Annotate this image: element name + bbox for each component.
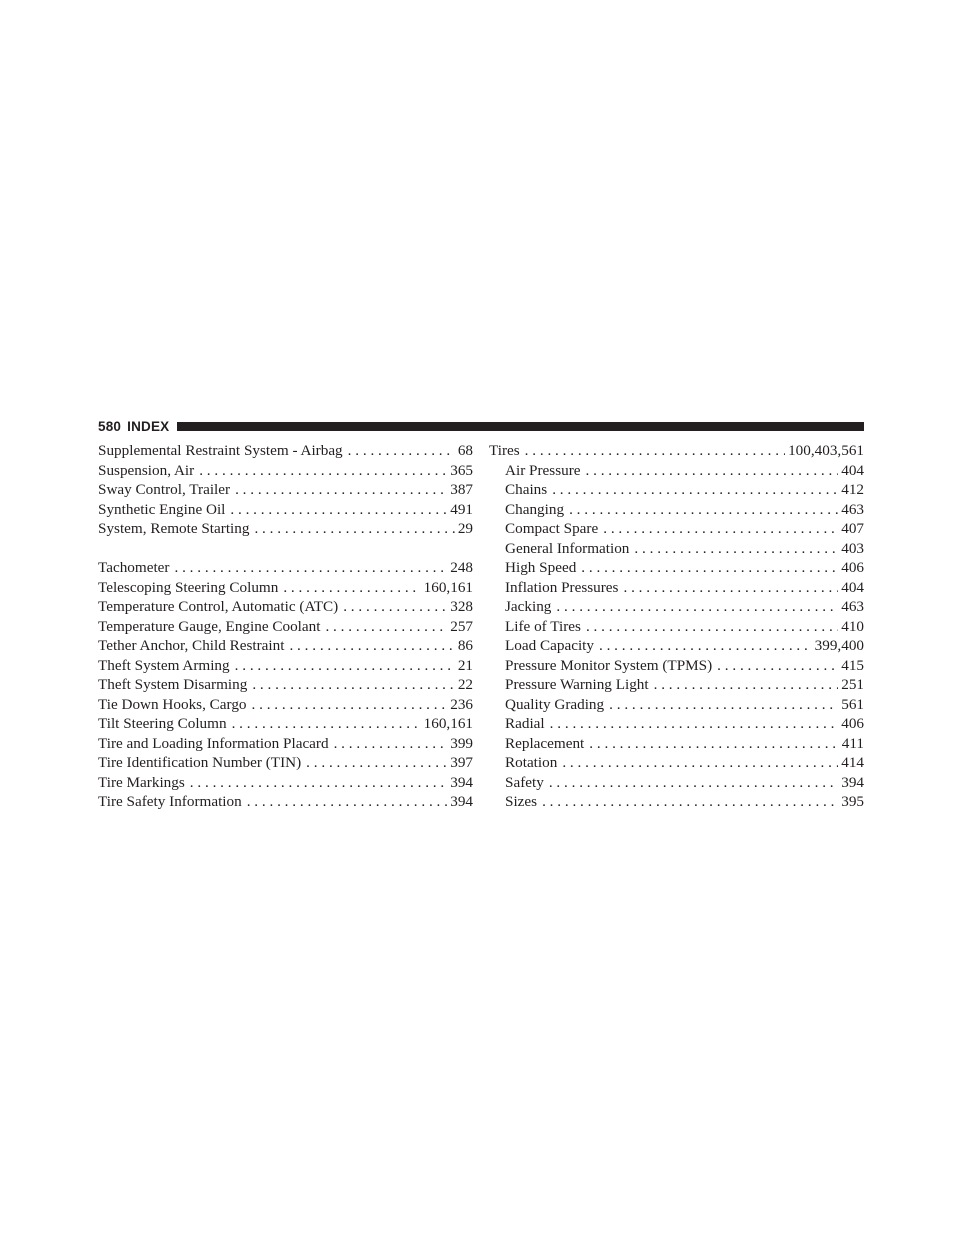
index-term: Load Capacity bbox=[505, 637, 594, 654]
dot-leader bbox=[586, 617, 838, 637]
index-pages: 561 bbox=[841, 695, 864, 713]
index-term: Pressure Monitor System (TPMS) bbox=[505, 656, 713, 674]
index-pages: 399 bbox=[450, 734, 473, 752]
index-term: Safety bbox=[505, 773, 544, 791]
index-term: Supplemental Restraint System - Airbag bbox=[98, 442, 343, 459]
dot-leader bbox=[232, 714, 421, 734]
index-term: Rotation bbox=[505, 754, 558, 771]
index-entry bbox=[98, 500, 473, 520]
header-rule bbox=[177, 422, 864, 431]
index-entry bbox=[98, 617, 473, 637]
dot-leader bbox=[586, 461, 839, 481]
index-term: Temperature Control, Automatic (ATC) bbox=[98, 598, 339, 615]
dot-leader bbox=[609, 695, 838, 715]
dot-leader bbox=[343, 597, 447, 617]
index-entry bbox=[98, 558, 473, 578]
index-term: Theft System Arming bbox=[98, 656, 230, 674]
index-term: Chains bbox=[505, 481, 548, 498]
index-pages: 86 bbox=[457, 637, 473, 654]
index-entry bbox=[98, 734, 473, 754]
index-entry bbox=[98, 675, 473, 695]
index-entry bbox=[98, 597, 473, 617]
dot-leader bbox=[623, 578, 838, 598]
index-term: Synthetic Engine Oil bbox=[98, 500, 226, 518]
index-term: Sway Control, Trailer bbox=[98, 481, 231, 498]
index-column-right bbox=[489, 441, 864, 812]
index-pages: 403 bbox=[841, 539, 864, 557]
index-term: Life of Tires bbox=[505, 617, 581, 635]
dot-leader bbox=[230, 500, 447, 520]
index-pages: 415 bbox=[841, 656, 864, 674]
index-term: Tether Anchor, Child Restraint bbox=[98, 637, 285, 654]
index-term: Compact Spare bbox=[505, 520, 599, 537]
index-pages: 160,161 bbox=[423, 578, 473, 596]
dot-leader bbox=[525, 441, 785, 461]
index-entry bbox=[489, 441, 864, 461]
index-subentry bbox=[489, 558, 864, 578]
index-pages: 399,400 bbox=[814, 637, 864, 654]
dot-leader bbox=[581, 558, 838, 578]
index-pages: 160,161 bbox=[423, 715, 473, 732]
index-subentry bbox=[489, 519, 864, 539]
index-entry bbox=[98, 578, 473, 598]
index-term: Tire Safety Information bbox=[98, 793, 242, 810]
index-term: Telescoping Steering Column bbox=[98, 578, 279, 596]
index-pages: 404 bbox=[841, 461, 864, 479]
dot-leader bbox=[289, 636, 454, 656]
index-entry bbox=[98, 480, 473, 500]
index-pages: 29 bbox=[457, 520, 473, 537]
dot-leader bbox=[603, 519, 838, 539]
index-subentry bbox=[489, 500, 864, 520]
index-term: Inflation Pressures bbox=[505, 578, 619, 596]
index-pages: 394 bbox=[841, 773, 864, 791]
index-pages: 257 bbox=[450, 617, 473, 635]
index-term: Jacking bbox=[505, 598, 552, 615]
index-subentry bbox=[489, 773, 864, 793]
index-subentry bbox=[489, 734, 864, 754]
index-term: Theft System Disarming bbox=[98, 676, 248, 693]
dot-leader bbox=[283, 578, 420, 598]
index-entry bbox=[98, 753, 473, 773]
dot-leader bbox=[199, 461, 447, 481]
dot-leader bbox=[306, 753, 447, 773]
dot-leader bbox=[562, 753, 838, 773]
index-entry bbox=[98, 441, 473, 461]
index-subentry bbox=[489, 597, 864, 617]
dot-leader bbox=[247, 792, 448, 812]
index-term: System, Remote Starting bbox=[98, 520, 250, 537]
dot-leader bbox=[589, 734, 839, 754]
dot-leader bbox=[717, 656, 838, 676]
index-pages: 463 bbox=[841, 500, 864, 518]
index-term: High Speed bbox=[505, 559, 577, 576]
index-subentry bbox=[489, 636, 864, 656]
index-pages: 22 bbox=[457, 676, 473, 693]
index-pages: 397 bbox=[450, 754, 473, 771]
index-pages: 412 bbox=[841, 481, 864, 498]
index-term: Tie Down Hooks, Cargo bbox=[98, 695, 247, 713]
dot-leader bbox=[348, 441, 455, 461]
index-term: Sizes bbox=[505, 793, 538, 810]
index-subentry bbox=[489, 656, 864, 676]
index-pages: 387 bbox=[450, 481, 473, 498]
dot-leader bbox=[542, 792, 838, 812]
index-pages: 404 bbox=[841, 578, 864, 596]
index-pages: 406 bbox=[841, 559, 864, 576]
index-pages: 410 bbox=[841, 617, 864, 635]
index-pages: 21 bbox=[457, 656, 473, 674]
index-pages: 463 bbox=[841, 598, 864, 615]
index-term: Tire Markings bbox=[98, 773, 185, 791]
dot-leader bbox=[252, 695, 448, 715]
dot-leader bbox=[550, 714, 839, 734]
index-pages: 395 bbox=[841, 793, 864, 810]
index-entry bbox=[98, 792, 473, 812]
index-pages: 100,403,561 bbox=[788, 442, 864, 459]
dot-leader bbox=[325, 617, 447, 637]
dot-leader bbox=[235, 480, 447, 500]
index-term: Changing bbox=[505, 500, 565, 518]
index-subentry bbox=[489, 578, 864, 598]
index-pages: 251 bbox=[841, 676, 864, 693]
index-term: Tachometer bbox=[98, 559, 170, 576]
index-term: General Information bbox=[505, 539, 630, 557]
index-term: Tilt Steering Column bbox=[98, 715, 227, 732]
index-pages: 406 bbox=[841, 715, 864, 732]
index-entry bbox=[98, 461, 473, 481]
index-term: Pressure Warning Light bbox=[505, 676, 649, 693]
index-entry bbox=[98, 519, 473, 539]
dot-leader bbox=[654, 675, 839, 695]
dot-leader bbox=[254, 519, 454, 539]
index-term: Tires bbox=[489, 442, 520, 459]
index-subentry bbox=[489, 539, 864, 559]
dot-leader bbox=[252, 675, 454, 695]
dot-leader bbox=[235, 656, 455, 676]
dot-leader bbox=[599, 636, 812, 656]
index-pages: 394 bbox=[450, 773, 473, 791]
index-entry bbox=[98, 636, 473, 656]
index-term: Tire Identification Number (TIN) bbox=[98, 754, 302, 771]
dot-leader bbox=[174, 558, 447, 578]
dot-leader bbox=[552, 480, 838, 500]
index-pages: 394 bbox=[450, 793, 473, 810]
index-pages: 68 bbox=[457, 442, 473, 459]
index-term: Air Pressure bbox=[505, 461, 581, 479]
index-subentry bbox=[489, 714, 864, 734]
index-subentry bbox=[489, 461, 864, 481]
index-pages: 411 bbox=[841, 734, 864, 752]
index-entry bbox=[98, 695, 473, 715]
dot-leader bbox=[334, 734, 448, 754]
index-subentry bbox=[489, 792, 864, 812]
index-term: Quality Grading bbox=[505, 695, 605, 713]
index-subentry bbox=[489, 617, 864, 637]
index-term: Suspension, Air bbox=[98, 461, 195, 479]
index-term: Temperature Gauge, Engine Coolant bbox=[98, 617, 321, 635]
index-term: Tire and Loading Information Placard bbox=[98, 734, 329, 752]
index-subentry bbox=[489, 695, 864, 715]
index-column-left bbox=[98, 441, 473, 812]
index-pages: 248 bbox=[450, 559, 473, 576]
page-number: 580 bbox=[98, 418, 122, 434]
index-entry bbox=[98, 773, 473, 793]
dot-leader bbox=[556, 597, 838, 617]
index-pages: 365 bbox=[450, 461, 473, 479]
index-pages: 328 bbox=[450, 598, 473, 615]
index-pages: 414 bbox=[841, 754, 864, 771]
dot-leader bbox=[190, 773, 447, 793]
index-term: Replacement bbox=[505, 734, 585, 752]
index-pages: 236 bbox=[450, 695, 473, 713]
index-entry bbox=[98, 714, 473, 734]
dot-leader bbox=[569, 500, 838, 520]
page-header bbox=[98, 416, 864, 436]
section-title: INDEX bbox=[127, 418, 170, 434]
index-subentry bbox=[489, 753, 864, 773]
dot-leader bbox=[549, 773, 838, 793]
index-pages: 491 bbox=[450, 500, 473, 518]
index-subentry bbox=[489, 675, 864, 695]
index-entry bbox=[98, 656, 473, 676]
index-subentry bbox=[489, 480, 864, 500]
index-term: Radial bbox=[505, 715, 545, 732]
index-pages: 407 bbox=[841, 520, 864, 537]
dot-leader bbox=[634, 539, 838, 559]
